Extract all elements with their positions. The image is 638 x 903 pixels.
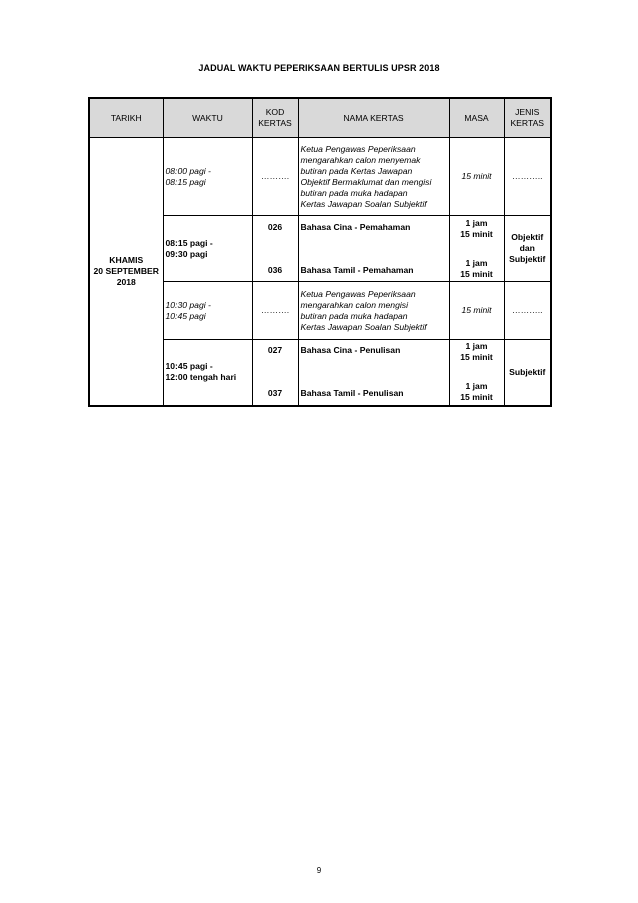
instruction-line: butiran pada muka hadapan — [300, 310, 408, 321]
header-jenis-line1: JENIS — [515, 107, 540, 117]
header-jenis-line2: KERTAS — [510, 118, 545, 128]
instruction-line: mengarahkan calon mengisi — [300, 299, 408, 310]
masa-value — [452, 341, 502, 363]
masa-minutes: 15 minit — [460, 352, 493, 363]
waktu-cell — [163, 282, 252, 340]
page-title: JADUAL WAKTU PEPERIKSAAN BERTULIS UPSR 2018 — [198, 63, 440, 73]
nama-cell — [298, 138, 449, 216]
header-masa: MASA — [449, 98, 504, 138]
kod-value: 027 — [267, 345, 283, 356]
nama-cell — [298, 340, 449, 406]
nama-value: Bahasa Cina - Pemahaman — [300, 221, 411, 232]
waktu-end: 12:00 tengah hari — [165, 372, 237, 383]
masa-cell: 15 minit — [449, 138, 504, 216]
masa-value — [452, 258, 502, 280]
nama-cell — [298, 282, 449, 340]
exam-timetable — [88, 97, 552, 407]
instruction-line: Kertas Jawapan Soalan Subjektif — [300, 321, 427, 332]
instruction-line: Objektif Bermaklumat dan mengisi — [300, 176, 432, 187]
masa-hours: 1 jam — [465, 341, 488, 352]
masa-value — [452, 381, 502, 403]
instruction-line: Ketua Pengawas Peperiksaan — [300, 288, 416, 299]
header-tarikh: TARIKH — [89, 98, 163, 138]
instruction-line: Kertas Jawapan Soalan Subjektif — [300, 198, 427, 209]
waktu-start: 08:00 pagi - — [165, 165, 211, 176]
masa-minutes: 15 minit — [460, 392, 493, 403]
kod-cell: ………. — [252, 282, 298, 340]
nama-cell — [298, 216, 449, 282]
nama-value: Bahasa Cina - Penulisan — [300, 345, 401, 356]
header-kod-line1: KOD — [265, 107, 285, 117]
waktu-cell — [163, 340, 252, 406]
header-jenis-kertas — [504, 98, 551, 138]
kod-cell: ………. — [252, 138, 298, 216]
tarikh-year: 2018 — [116, 276, 136, 287]
waktu-start: 10:45 pagi - — [165, 361, 213, 372]
tarikh-date: 20 SEPTEMBER — [93, 265, 159, 276]
waktu-end: 09:30 pagi — [165, 248, 208, 259]
nama-value: Bahasa Tamil - Pemahaman — [300, 264, 414, 275]
jenis-cell: ……….. — [504, 282, 551, 340]
instruction-line: butiran pada Kertas Jawapan — [300, 165, 413, 176]
tarikh-cell — [89, 138, 163, 406]
nama-value: Bahasa Tamil - Penulisan — [300, 388, 404, 399]
jenis-cell — [504, 216, 551, 282]
header-row — [89, 98, 551, 138]
header-nama-kertas: NAMA KERTAS — [298, 98, 449, 138]
instruction-line: mengarahkan calon menyemak — [300, 154, 421, 165]
masa-minutes: 15 minit — [460, 228, 493, 239]
instruction-line: Ketua Pengawas Peperiksaan — [300, 143, 416, 154]
header-waktu: WAKTU — [163, 98, 252, 138]
table-row — [89, 138, 551, 216]
kod-cell — [252, 216, 298, 282]
jenis-line: Subjektif — [509, 254, 546, 264]
kod-value: 026 — [267, 221, 283, 232]
waktu-start: 08:15 pagi - — [165, 237, 213, 248]
waktu-cell — [163, 138, 252, 216]
kod-value: 036 — [267, 264, 283, 275]
header-kod-line2: KERTAS — [258, 118, 292, 128]
masa-cell: 15 minit — [449, 282, 504, 340]
kod-cell — [252, 340, 298, 406]
masa-cell — [449, 340, 504, 406]
jenis-line: dan — [519, 243, 535, 253]
masa-hours: 1 jam — [465, 381, 488, 392]
masa-hours: 1 jam — [465, 217, 488, 228]
waktu-end: 10:45 pagi — [165, 310, 206, 321]
kod-value: 037 — [267, 388, 283, 399]
masa-value — [452, 218, 502, 240]
masa-hours: 1 jam — [465, 257, 488, 268]
masa-minutes: 15 minit — [460, 268, 493, 279]
waktu-end: 08:15 pagi — [165, 176, 206, 187]
waktu-cell — [163, 216, 252, 282]
instruction-line: butiran pada muka hadapan — [300, 187, 408, 198]
tarikh-day: KHAMIS — [109, 254, 144, 265]
masa-cell — [449, 216, 504, 282]
jenis-line: Objektif — [511, 232, 544, 242]
waktu-start: 10:30 pagi - — [165, 299, 211, 310]
jenis-cell: Subjektif — [504, 340, 551, 406]
header-kod-kertas — [252, 98, 298, 138]
page-number: 9 — [316, 866, 322, 875]
jenis-cell: ……….. — [504, 138, 551, 216]
